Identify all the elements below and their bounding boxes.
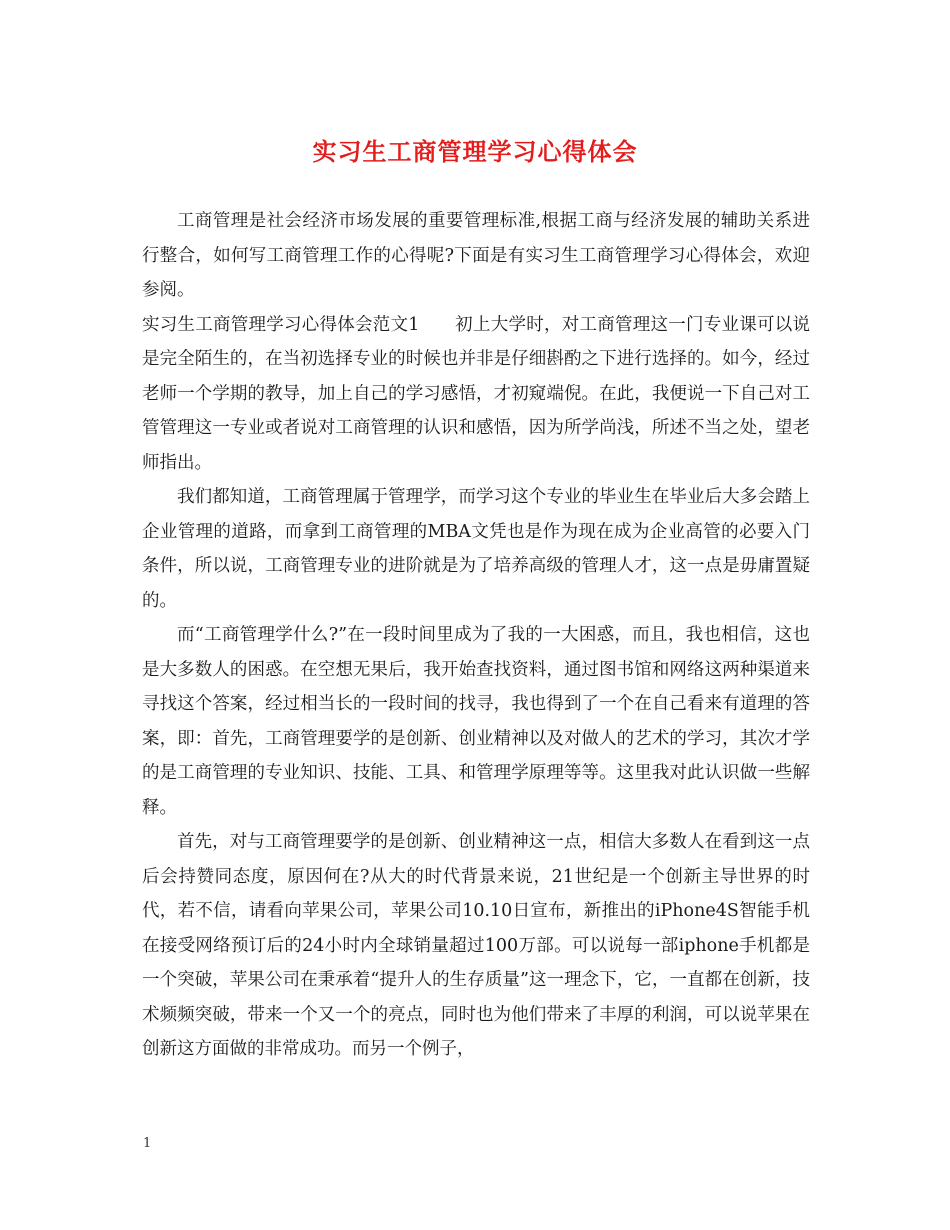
page-title: 实习生工商管理学习心得体会	[312, 137, 638, 166]
paragraph-intro: 工商管理是社会经济市场发展的重要管理标准,根据工商与经济发展的辅助关系进行整合，如何写工商管理工作的心得呢?下面是有实习生工商管理学习心得体会，欢迎参阅。	[142, 211, 810, 300]
page-number: 1	[143, 1136, 152, 1151]
paragraph-question: 而“工商管理学什么?”在一段时间里成为了我的一大困惑，而且，我也相信，这也是大多数人的困惑。在空想无果后，我开始查找资料，通过图书馆和网络这两种渠道来寻找这个答案，经过相当长的一段时间的找寻，我也得到了一个在自己看来有道理的答案，即：首先，工商管理要学的是创新、创业精神以及对做人的艺术的学习，其次才学的是工商管理的专业知识、技能、工具、和管理学原理等等。这里我对此认识做一些解释。	[142, 625, 810, 818]
paragraph-sample-1: 实习生工商管理学习心得体会范文1 初上大学时，对工商管理这一门专业课可以说是完全陌生的，在当初选择专业的时候也并非是仔细斟酌之下进行选择的。如今，经过老师一个学期的教导，加上自己的学习感悟，才初窥端倪。在此，我便说一下自己对工管管理这一专业或者说对工商管理的认识和感悟，因为所学尚浅，所述不当之处，望老师指出。	[142, 314, 810, 473]
document-body	[142, 204, 810, 1067]
paragraph-mba: 我们都知道，工商管理属于管理学，而学习这个专业的毕业生在毕业后大多会踏上企业管理的道路，而拿到工商管理的MBA文凭也是作为现在成为企业高管的必要入门条件，所以说，工商管理专业的进阶就是为了培养高级的管理人才，这一点是毋庸置疑的。	[142, 487, 810, 611]
paragraph-innovation: 首先，对与工商管理要学的是创新、创业精神这一点，相信大多数人在看到这一点后会持赞同态度，原因何在?从大的时代背景来说，21世纪是一个创新主导世界的时代，若不信，请看向苹果公司，苹果公司10.10日宣布，新推出的iPhone4S智能手机在接受网络预订后的24小时内全球销量超过100万部。可以说每一部iphone手机都是一个突破，苹果公司在秉承着“提升人的生存质量”这一理念下，它，一直都在创新，技术频频突破，带来一个又一个的亮点，同时也为他们带来了丰厚的利润，可以说苹果在创新这方面做的非常成功。而另一个例子，	[142, 832, 810, 1059]
